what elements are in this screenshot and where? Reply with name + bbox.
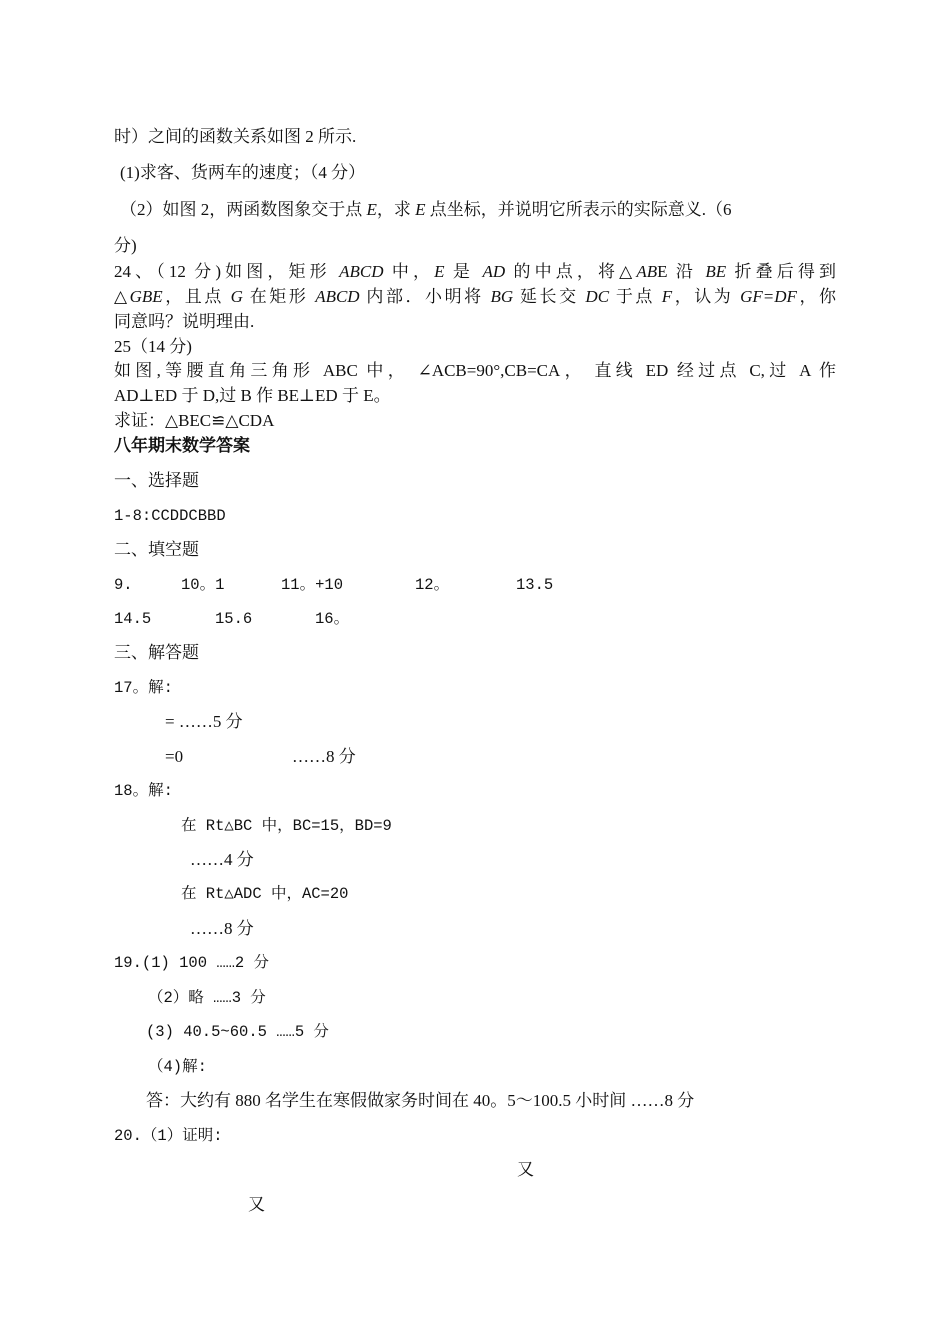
- answer-18-label: 18。解:: [114, 782, 173, 800]
- section-heading: 三、解答题: [114, 643, 199, 662]
- text-line: 时）之间的函数关系如图 2 所示.: [114, 127, 357, 146]
- answer-19-part-3: (3) 40.5~60.5 ……5 分: [146, 1023, 329, 1041]
- question-25-line-1: 如图,等腰直角三角形 ABC 中， ∠ACB=90°,CB=CA， 直线 ED 经过点 C,过 A 作: [114, 361, 836, 380]
- answer-17-step: = ……5 分: [165, 712, 243, 731]
- question-24-line-1: 24、（12 分)如图，矩形 ABCD 中，E 是 AD 的中点，将△ABE 沿 BE 折叠后得到: [114, 262, 837, 281]
- answer-18-step: 在 Rt△ADC 中，AC=20: [181, 885, 349, 903]
- answer-20-step: 又: [248, 1195, 265, 1214]
- section-heading: 一、选择题: [114, 471, 199, 490]
- answer-19-part-2: （2）略 ……3 分: [148, 989, 266, 1007]
- question-part-2: （2）如图 2，两函数图象交于点 E，求 E 点坐标，并说明它所表示的实际意义.（6: [120, 200, 732, 219]
- text-line: 分): [114, 236, 137, 255]
- answer-18-score: ……4 分: [190, 850, 254, 869]
- answer-18-step: 在 Rt△BC 中，BC=15，BD=9: [181, 817, 392, 835]
- question-25-line-2: AD⊥ED 于 D,过 B 作 BE⊥ED 于 E。: [114, 386, 391, 405]
- fill-answer: 13.5: [516, 576, 554, 594]
- fill-answer: 11。+10: [281, 576, 344, 594]
- answer-19-part-1: 19.(1) 100 ……2 分: [114, 954, 270, 972]
- answer-20-step: 又: [517, 1160, 534, 1179]
- fill-answer: 14.5: [114, 610, 152, 628]
- question-25-line-3: 求证：△BEC≌△CDA: [114, 411, 275, 430]
- answer-17-step: =0: [165, 747, 184, 766]
- answer-19-conclusion: 答：大约有 880 名学生在寒假做家务时间在 40。5～100.5 小时间 ……8 分: [146, 1091, 695, 1110]
- question-25-heading: 25（14 分): [114, 337, 192, 356]
- fill-answer: 12。: [415, 576, 450, 594]
- answer-17-label: 17。解:: [114, 679, 173, 697]
- question-24-line-3: 同意吗？说明理由.: [114, 312, 255, 331]
- answer-17-score: ……8 分: [292, 747, 356, 766]
- question-part-1: (1)求客、货两车的速度；（4 分）: [120, 163, 366, 182]
- answer-19-part-4: （4)解:: [148, 1058, 207, 1076]
- fill-answer: 15.6: [215, 610, 253, 628]
- question-24-line-2: △GBE，且点 G 在矩形 ABCD 内部．小明将 BG 延长交 DC 于点 F，认为 GF=DF，你: [114, 287, 837, 306]
- choice-answers: 1-8:CCDDCBBD: [114, 507, 226, 525]
- fill-answer: 16。: [315, 610, 350, 628]
- answer-18-score: ……8 分: [190, 919, 254, 938]
- fill-answer: 9.: [114, 576, 133, 594]
- answer-20-label: 20.（1）证明:: [114, 1127, 223, 1145]
- fill-answer: 10。1: [181, 576, 225, 594]
- answer-title: 八年期末数学答案: [114, 436, 250, 455]
- section-heading: 二、填空题: [114, 540, 199, 559]
